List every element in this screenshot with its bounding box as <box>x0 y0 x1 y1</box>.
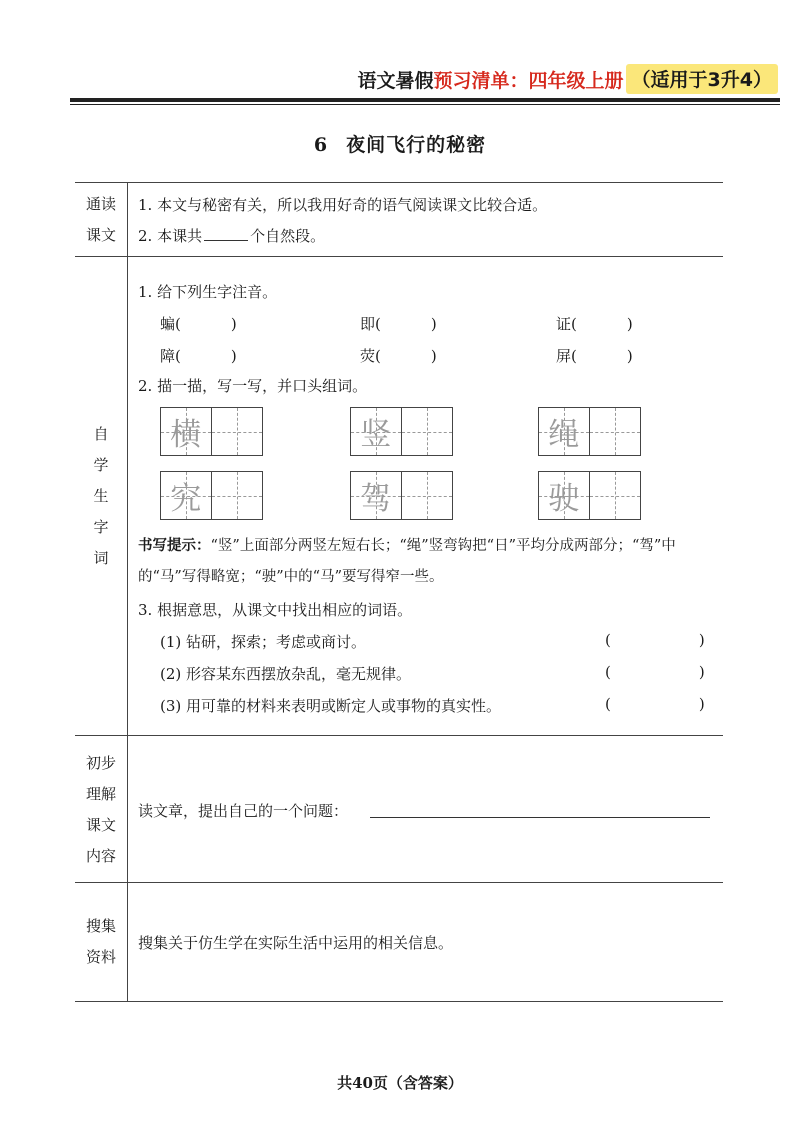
row-understand <box>75 735 723 883</box>
trace-character: 究 <box>170 481 202 517</box>
header-title-part1: 语文暑假 <box>357 69 434 92</box>
row-collect <box>75 882 723 1002</box>
writing-tip-text: “竖”上面部分两竖左短右长；“绳”竖弯钩把“日”平均分成两部分；“驾”中的“马”写得略宽；“驶”中的“马”要写得窄一些。 <box>138 538 676 585</box>
trace-character: 驾 <box>360 481 392 517</box>
row-label-line: 学 <box>93 456 109 474</box>
row-label-line: 课文 <box>85 815 116 834</box>
row-label-collect <box>75 883 128 1001</box>
row-label-understand <box>75 736 128 883</box>
read-item-2-suffix: 个自然段。 <box>250 227 326 245</box>
read-item-2 <box>138 225 325 246</box>
lesson-name: 夜间飞行的秘密 <box>346 134 487 156</box>
worksheet-header <box>358 62 778 96</box>
trace-character: 驶 <box>548 481 580 517</box>
pinyin-item[interactable]: 屏( ) <box>556 347 633 365</box>
writing-grid[interactable] <box>350 471 453 520</box>
row-read-text <box>75 182 723 257</box>
trace-character: 横 <box>170 417 202 453</box>
row-label-line: 词 <box>93 549 109 567</box>
header-title-part2: 预习清单：四年级上册 <box>433 69 624 92</box>
trace-character: 竖 <box>360 417 392 453</box>
row-label-line: 初步 <box>85 753 116 772</box>
pinyin-item[interactable]: 障( ) <box>160 347 237 365</box>
q3-item-2: (2) 形容某东西摆放杂乱，毫无规律。 <box>160 665 412 683</box>
row-label-line: 自 <box>93 425 109 443</box>
row-label-line: 通读 <box>85 195 116 213</box>
row-label-self-study <box>75 257 128 736</box>
worksheet-table <box>75 182 723 1001</box>
row-content-self-study <box>138 257 715 736</box>
writing-grid[interactable] <box>160 407 263 456</box>
lesson-number: 6 <box>313 134 329 156</box>
row-label-line: 资料 <box>85 948 116 966</box>
writing-tip-label: 书写提示： <box>138 538 211 554</box>
writing-grid[interactable] <box>350 407 453 456</box>
row-content-understand <box>138 736 715 883</box>
read-item-2-prefix: 2. 本课共 <box>138 227 203 245</box>
row-content-read <box>138 183 715 257</box>
q2-title: 2. 描一描，写一写，并口头组词。 <box>138 377 368 395</box>
trace-character: 绳 <box>548 417 580 453</box>
page-footer: 共40页（含答案） <box>337 1074 463 1092</box>
pinyin-item[interactable]: 即( ) <box>360 315 437 333</box>
row-label-line: 字 <box>93 518 109 536</box>
pinyin-item[interactable]: 荧( ) <box>360 347 437 365</box>
lesson-title <box>0 130 800 157</box>
row-content-collect <box>138 883 715 1001</box>
paragraph-count-blank[interactable] <box>204 226 248 241</box>
pinyin-item[interactable]: 证( ) <box>556 315 633 333</box>
row-label-line: 搜集 <box>85 917 116 935</box>
q3-title: 3. 根据意思，从课文中找出相应的词语。 <box>138 601 413 619</box>
header-grade-badge: （适用于3升4） <box>626 64 778 94</box>
writing-grid[interactable] <box>538 407 641 456</box>
writing-tip <box>138 531 706 593</box>
q1-title: 1. 给下列生字注音。 <box>138 283 278 301</box>
row-label-line: 生 <box>93 487 109 505</box>
question-prompt: 读文章，提出自己的一个问题： <box>138 802 349 820</box>
question-answer-line[interactable] <box>370 802 710 818</box>
read-item-1: 1. 本文与秘密有关，所以我用好奇的语气阅读课文比较合适。 <box>138 196 548 214</box>
writing-grid[interactable] <box>538 471 641 520</box>
row-label-line: 课文 <box>85 226 116 244</box>
row-label-line: 内容 <box>85 846 116 865</box>
row-label-read <box>75 183 128 257</box>
collect-task: 搜集关于仿生学在实际生活中运用的相关信息。 <box>138 934 454 952</box>
header-rule-thick <box>70 98 780 102</box>
q3-answer-box[interactable]: ( ) <box>605 631 705 649</box>
pinyin-item[interactable]: 蝙( ) <box>160 315 237 333</box>
row-label-line: 理解 <box>85 784 116 803</box>
header-rule-thin <box>70 104 780 105</box>
row-self-study <box>75 256 723 736</box>
writing-grid[interactable] <box>160 471 263 520</box>
q3-answer-box[interactable]: ( ) <box>605 695 705 713</box>
q3-item-1: (1) 钻研，探索；考虑或商讨。 <box>160 633 367 651</box>
q3-item-3: (3) 用可靠的材料来表明或断定人或事物的真实性。 <box>160 697 502 715</box>
q3-answer-box[interactable]: ( ) <box>605 663 705 681</box>
